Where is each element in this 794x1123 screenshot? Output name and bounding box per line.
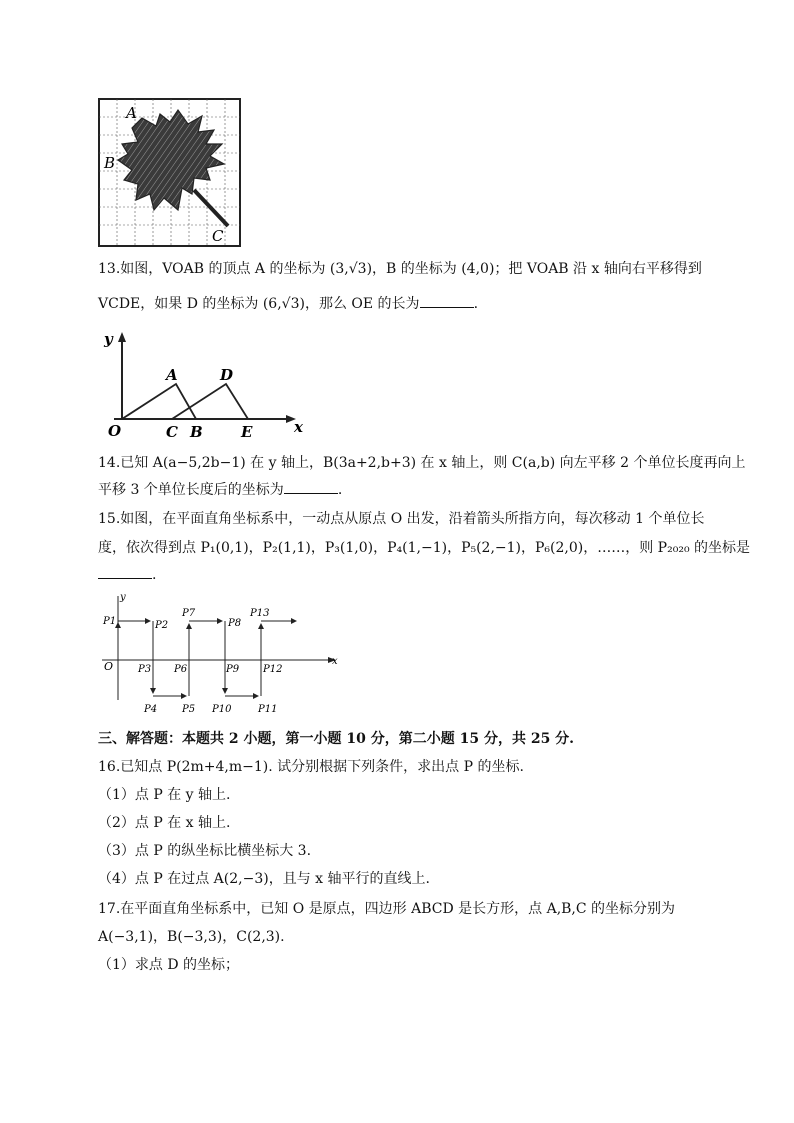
q14-line2: [98, 479, 342, 501]
label-p10: P10: [212, 704, 232, 715]
q15-line3-end: .: [152, 567, 157, 583]
y-axis-arrow: [118, 332, 126, 342]
label-p2: P2: [155, 620, 169, 631]
maple-leaf-figure: [98, 98, 242, 248]
q17-part1: （1）求点 D 的坐标；: [98, 957, 240, 973]
q14-line2-text: 平移 3 个单位长度后的坐标为: [98, 482, 284, 498]
label-p5: P5: [182, 704, 196, 715]
point-label-a: A: [166, 366, 178, 384]
q13-answer-blank[interactable]: [420, 293, 474, 308]
point-label-b: B: [190, 423, 203, 441]
q14-answer-blank[interactable]: [284, 479, 338, 494]
q16-part4: （4）点 P 在过点 A(2,−3)，且与 x 轴平行的直线上.: [98, 871, 430, 887]
label-p11: P11: [258, 704, 278, 715]
q15-answer-blank[interactable]: [98, 564, 152, 579]
q17-line1: 17.在平面直角坐标系中，已知 O 是原点，四边形 ABCD 是长方形，点 A,B,C 的坐标分别为: [98, 901, 676, 917]
q13-line2-end: .: [473, 296, 479, 312]
leaf-label-a: A: [126, 104, 137, 122]
triangle-cde: [172, 384, 248, 419]
point-label-d: D: [220, 366, 234, 384]
section3-heading: 三、解答题：本题共 2 小题，第一小题 10 分，第二小题 15 分，共 25 分.: [98, 731, 575, 747]
label-p7: P7: [182, 608, 196, 619]
q13-line2: [98, 293, 478, 315]
q15-line2: 度，依次得到点 P₁(0,1)，P₂(1,1)，P₃(1,0)，P₄(1,−1)，P₅(2,−1)，P₆(2,0)，……，则 P₂₀₂₀ 的坐标是: [98, 540, 751, 556]
q17-line2: A(−3,1)，B(−3,3)，C(2,3).: [98, 929, 285, 945]
axis-label-x: x: [332, 656, 338, 667]
label-p1: P1: [103, 616, 117, 627]
q16-part3: （3）点 P 的纵坐标比横坐标大 3.: [98, 843, 312, 859]
origin-label: O: [104, 660, 114, 673]
spiral-path-figure: [98, 590, 343, 718]
leaf-label-b: B: [104, 154, 116, 172]
triangle-oab: [122, 384, 196, 419]
point-label-e: E: [241, 423, 253, 441]
label-p8: P8: [228, 618, 242, 629]
label-p13: P13: [250, 608, 270, 619]
q16-stem: 16.已知点 P(2m+4,m−1). 试分别根据下列条件，求出点 P 的坐标.: [98, 759, 524, 775]
label-p12: P12: [263, 664, 283, 675]
label-p9: P9: [226, 664, 240, 675]
point-label-o: O: [108, 422, 122, 440]
translated-triangles-figure: [100, 328, 310, 444]
q15-line3: [98, 564, 156, 586]
q15-line1: 15.如图，在平面直角坐标系中，一动点从原点 O 出发，沿着箭头所指方向，每次移动 1 个单位长: [98, 511, 705, 527]
axis-label-y: y: [104, 330, 113, 348]
q16-part2: （2）点 P 在 x 轴上.: [98, 815, 231, 831]
label-p4: P4: [144, 704, 158, 715]
q16-part1: （1）点 P 在 y 轴上.: [98, 787, 231, 803]
point-label-c: C: [166, 423, 178, 441]
q14-line2-end: .: [337, 482, 343, 498]
leaf-label-c: C: [212, 227, 224, 245]
q13-line1: 13.如图，VOAB 的顶点 A 的坐标为 (3,√3)，B 的坐标为 (4,0)；把 VOAB 沿 x 轴向右平移得到: [98, 261, 702, 277]
path-arrows: [118, 621, 296, 696]
q13-line2-text: VCDE，如果 D 的坐标为 (6,√3)，那么 OE 的长为: [98, 296, 420, 312]
axis-label-x: x: [294, 418, 303, 436]
axis-label-y: y: [120, 592, 126, 603]
label-p3: P3: [138, 664, 152, 675]
label-p6: P6: [174, 664, 188, 675]
q14-line1: 14.已知 A(a−5,2b−1) 在 y 轴上，B(3a+2,b+3) 在 x 轴上，则 C(a,b) 向左平移 2 个单位长度再向上: [98, 455, 746, 471]
